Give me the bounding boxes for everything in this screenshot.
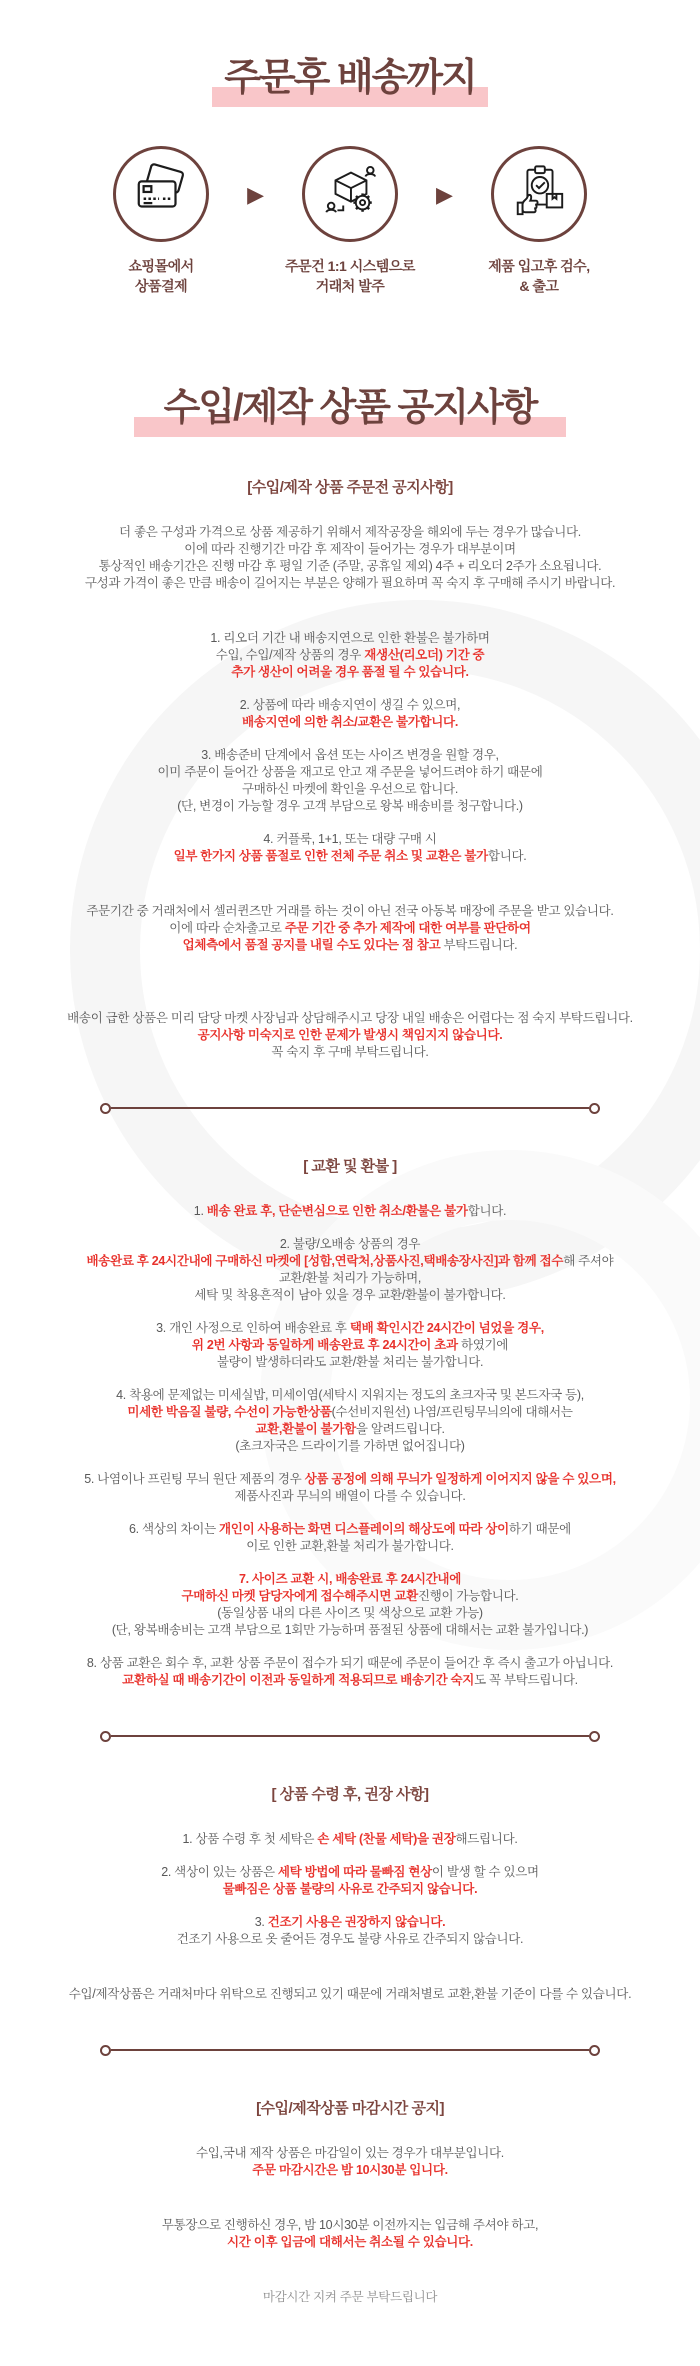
- notice-text-run: 손 세탁 (찬물 세탁)을 권장: [317, 1832, 456, 1847]
- notice-text-run: 개인이 사용하는 화면 디스플레이의 해상도에 따라 상이: [219, 1522, 509, 1537]
- notice-text-run: 6. 색상의 차이는: [129, 1522, 220, 1537]
- notice-line: [0, 1488, 700, 1505]
- notice-line: [0, 2234, 700, 2251]
- notice-block: [0, 1471, 700, 1505]
- notice-text-run: 하였기에: [460, 1338, 509, 1353]
- notice-line: [0, 1404, 700, 1421]
- order-system-icon: [321, 162, 379, 225]
- notice-text-run: (동일상품 내의 다른 사이즈 및 색상으로 교환 가능): [217, 1606, 483, 1621]
- notice-text-run: 시간 이후 입금에 대해서는 취소될 수 있습니다.: [227, 2235, 473, 2250]
- section-pre-order-notice: [0, 476, 700, 1061]
- notice-text-run: 무통장으로 진행하신 경우, 밤 10시30분 이전까지는 입금해 주셔야 하고,: [161, 2218, 539, 2233]
- notice-line: [0, 1236, 700, 1253]
- notice-text-run: 7. 사이즈 교환 시, 배송완료 후 24시간내에: [239, 1572, 461, 1587]
- notice-text-run: 하기 때문에: [508, 1522, 571, 1537]
- notice-line: [0, 1831, 700, 1848]
- notice-line: [0, 1270, 700, 1287]
- order-process-steps: [0, 146, 700, 297]
- inspection-shipping-icon: [510, 162, 568, 225]
- notice-line: [0, 903, 700, 920]
- step-label: 쇼핑몰에서 상품결제: [128, 257, 194, 295]
- step-label: 제품 입고후 검수, & 출고: [488, 257, 590, 295]
- notice-line: [0, 714, 700, 731]
- notice-block: [0, 1571, 700, 1639]
- notice-block: [0, 1387, 700, 1455]
- section-heading: [수입/제작상품 마감시간 공지]: [256, 2100, 444, 2118]
- notice-block: [0, 697, 700, 731]
- section-exchange-refund: [0, 1155, 700, 1689]
- section-divider: [111, 1107, 589, 1109]
- notice-text-run: 더 좋은 구성과 가격으로 상품 제공하기 위해서 제작공장을 해외에 두는 경우가 많습니다.: [119, 525, 581, 540]
- notice-line: [0, 558, 700, 575]
- section-divider: [111, 2049, 589, 2051]
- notice-text-run: 3. 배송준비 단계에서 옵션 또는 사이즈 변경을 원할 경우,: [201, 748, 499, 763]
- notice-line: [0, 1538, 700, 1555]
- arrow-right-icon: ▶: [247, 181, 264, 207]
- section-deadline-notice: [0, 2097, 700, 2306]
- notice-block: [0, 1986, 700, 2003]
- notice-block: [0, 1320, 700, 1371]
- notice-text-run: 3. 개인 사정으로 인하여 배송완료 후: [156, 1321, 350, 1336]
- notice-line: [0, 1421, 700, 1438]
- notice-line: [0, 2145, 700, 2162]
- notice-text-run: 배송이 급한 상품은 미리 담당 마켓 사장님과 상담해주시고 당장 내일 배송은 어렵다는 점 숙지 부탁드립니다.: [67, 1011, 633, 1026]
- notice-text-run: 2. 불량/오배송 상품의 경우: [279, 1237, 421, 1252]
- notice-line: [0, 1320, 700, 1337]
- notice-text-run: 해 주셔야: [563, 1254, 614, 1269]
- notice-text-run: 배송완료 후 24시간내에 구매하신 마켓에 [성함,연락처,상품사진,택배송장사진]과 함께 접수: [86, 1254, 564, 1269]
- notice-line: [0, 1931, 700, 1948]
- section-after-receipt: [0, 1783, 700, 2003]
- notice-text-run: 2. 상품에 따라 배송지연이 생길 수 있으며,: [239, 698, 461, 713]
- notice-line: [0, 1622, 700, 1639]
- notice-text-run: 도 꼭 부탁드립니다.: [474, 1673, 578, 1688]
- notice-text-run: 꼭 숙지 후 구매 부탁드립니다.: [271, 1045, 429, 1060]
- notice-text-run: 교환하실 때 배송기간이 이전과 동일하게 적용되므로 배송기간 숙지: [122, 1673, 475, 1688]
- notice-line: [0, 920, 700, 937]
- notice-line: [0, 1521, 700, 1538]
- notice-text-run: 미세한 박음질 불량, 수선이 가능한상품: [127, 1405, 332, 1420]
- notice-text-run: 공지사항 미숙지로 인한 문제가 발생시 책임지지 않습니다.: [197, 1028, 503, 1043]
- notice-line: [0, 2289, 700, 2306]
- step-circle: [491, 146, 587, 242]
- notice-text-run: 합니다.: [467, 1204, 507, 1219]
- notice-text-run: 합니다.: [487, 849, 527, 864]
- notice-text-run: 3.: [254, 1915, 268, 1930]
- notice-line: [0, 1672, 700, 1689]
- notice-text-run: 업체측에서 품절 공지를 내릴 수도 있다는 점 참고: [182, 938, 441, 953]
- notice-text-run: 세탁 및 착용흔적이 남아 있을 경우 교환/환불이 불가합니다.: [194, 1288, 506, 1303]
- notice-sections: [0, 476, 700, 2306]
- notice-text-run: 세탁 방법에 따라 물빠짐 현상: [277, 1865, 432, 1880]
- notice-text-run: 해드립니다.: [455, 1832, 518, 1847]
- notice-line: [0, 1864, 700, 1881]
- section-heading: [ 상품 수령 후, 권장 사항]: [271, 1786, 429, 1804]
- notice-text-run: 주문기간 중 거래처에서 셀러퀸즈만 거래를 하는 것이 아닌 전국 아동복 매장에 주문을 받고 있습니다.: [86, 904, 614, 919]
- notice-text-run: 부탁드립니다.: [440, 938, 518, 953]
- notice-text-run: 수입, 수입/제작 상품의 경우: [215, 648, 365, 663]
- notice-text-run: 일부 한가지 상품 품절로 인한 전체 주문 취소 및 교환은 불가: [173, 849, 488, 864]
- notice-line: [0, 664, 700, 681]
- notice-block: [0, 1831, 700, 1848]
- notice-text-run: 1.: [193, 1204, 207, 1219]
- notice-block: [0, 1864, 700, 1898]
- notice-block: [0, 2289, 700, 2306]
- notice-block: [0, 903, 700, 954]
- notice-text-run: (수선비지원선) 나염/프린팅무늬의에 대해서는: [331, 1405, 573, 1420]
- notice-line: [0, 781, 700, 798]
- notice-text-run: 2. 색상이 있는 상품은: [161, 1865, 278, 1880]
- notice-line: [0, 2162, 700, 2179]
- notice-line: [0, 798, 700, 815]
- notice-line: [0, 647, 700, 664]
- notice-text-run: 주문 마감시간은 밤 10시30분 입니다.: [252, 2163, 448, 2178]
- notice-line: [0, 747, 700, 764]
- arrow-right-icon: ▶: [436, 181, 453, 207]
- notice-text-run: 1. 상품 수령 후 첫 세탁은: [182, 1832, 318, 1847]
- notice-line: [0, 848, 700, 865]
- notice-line: [0, 1010, 700, 1027]
- notice-text-run: 주문 기간 중 추가 제작에 대한 여부를 판단하여: [284, 921, 531, 936]
- notice-text-run: 1. 리오더 기간 내 배송지연으로 인한 환불은 불가하며: [210, 631, 490, 646]
- notice-line: [0, 1027, 700, 1044]
- section-heading: [ 교환 및 환불 ]: [303, 1158, 397, 1176]
- notice-text-run: 재생산(리오더) 기간 중: [364, 648, 485, 663]
- step-order-system: [266, 146, 434, 297]
- notice-text-run: 마감시간 지켜 주문 부탁드립니다: [262, 2290, 438, 2305]
- notice-line: [0, 831, 700, 848]
- notice-block: [0, 1203, 700, 1220]
- notice-line: [0, 2217, 700, 2234]
- notice-text-run: 제품사진과 무늬의 배열이 다를 수 있습니다.: [234, 1489, 466, 1504]
- notice-line: [0, 630, 700, 647]
- notice-text-run: 물빠짐은 상품 불량의 사유로 간주되지 않습니다.: [222, 1882, 478, 1897]
- notice-line: [0, 1881, 700, 1898]
- notice-text-run: 교환,환불이 불가함: [255, 1422, 356, 1437]
- notice-text-run: 을 알려드립니다.: [355, 1422, 445, 1437]
- notice-block: [0, 1655, 700, 1689]
- notice-line: [0, 1471, 700, 1488]
- notice-text-run: 택배 확인시간 24시간이 넘었을 경우,: [349, 1321, 544, 1336]
- notice-text-run: 불량이 발생하더라도 교환/환불 처리는 불가합니다.: [216, 1355, 484, 1370]
- notice-block: [0, 2145, 700, 2179]
- notice-title: [0, 388, 700, 430]
- notice-line: [0, 1203, 700, 1220]
- notice-line: [0, 1914, 700, 1931]
- notice-text-run: 추가 생산이 어려울 경우 품절 될 수 있습니다.: [231, 665, 469, 680]
- notice-text-run: 이에 따라 순차출고로: [169, 921, 285, 936]
- notice-line: [0, 1655, 700, 1672]
- notice-text-run: (단, 변경이 가능할 경우 고객 부담으로 왕복 배송비를 청구합니다.): [177, 799, 523, 814]
- notice-text-run: (단, 왕복배송비는 고객 부담으로 1회만 가능하며 품절된 상품에 대해서는 교환 불가입니다.): [111, 1623, 589, 1638]
- notice-block: [0, 2217, 700, 2251]
- notice-block: [0, 1010, 700, 1061]
- notice-text-run: 배송 완료 후, 단순변심으로 인한 취소/환불은 불가: [206, 1204, 468, 1219]
- notice-text-run: 4. 착용에 문제없는 미세실밥, 미세이염(세탁시 지워지는 정도의 초크자국 및 본드자국 등),: [116, 1388, 584, 1403]
- notice-line: [0, 541, 700, 558]
- notice-line: [0, 1337, 700, 1354]
- notice-block: [0, 1914, 700, 1948]
- step-inspection: [455, 146, 623, 297]
- notice-block: [0, 831, 700, 865]
- notice-line: [0, 1287, 700, 1304]
- notice-text-run: 이 발생 할 수 있으며: [431, 1865, 539, 1880]
- notice-line: [0, 697, 700, 714]
- notice-line: [0, 575, 700, 592]
- notice-line: [0, 1387, 700, 1404]
- notice-text-run: 배송지연에 의한 취소/교환은 불가합니다.: [241, 715, 459, 730]
- notice-block: [0, 1521, 700, 1555]
- notice-line: [0, 1354, 700, 1371]
- step-payment: [77, 146, 245, 297]
- notice-text-run: 구성과 가격이 좋은 만큼 배송이 길어지는 부분은 양해가 필요하며 꼭 숙지 후 구매해 주시기 바랍니다.: [84, 576, 616, 591]
- notice-line: [0, 1571, 700, 1588]
- notice-text-run: 구매하신 마켓에 확인을 우선으로 합니다.: [241, 782, 459, 797]
- notice-line: [0, 1253, 700, 1270]
- step-circle: [113, 146, 209, 242]
- notice-block: [0, 747, 700, 815]
- notice-text-run: 진행이 가능합니다.: [417, 1589, 519, 1604]
- credit-card-icon: [132, 162, 190, 225]
- notice-text-run: 교환/환불 처리가 가능하며,: [278, 1271, 422, 1286]
- notice-line: [0, 764, 700, 781]
- notice-title-text: 수입/제작 상품 공지사항: [163, 387, 537, 430]
- notice-text-run: 건조기 사용으로 옷 줄어든 경우도 불량 사유로 간주되지 않습니다.: [176, 1932, 524, 1947]
- notice-text-run: (초크자국은 드라이기를 가하면 없어집니다): [235, 1439, 465, 1454]
- notice-text-run: 수입/제작상품은 거래처마다 위탁으로 진행되고 있기 때문에 거래처별로 교환,환불 기준이 다를 수 있습니다.: [68, 1987, 632, 2002]
- notice-line: [0, 1044, 700, 1061]
- notice-block: [0, 524, 700, 592]
- step-circle: [302, 146, 398, 242]
- step-label: 주문건 1:1 시스템으로 거래처 발주: [285, 257, 415, 295]
- notice-line: [0, 524, 700, 541]
- notice-text-run: 5. 나염이나 프린팅 무늬 원단 제품의 경우: [84, 1472, 305, 1487]
- notice-text-run: 수입,국내 제작 상품은 마감일이 있는 경우가 대부분입니다.: [196, 2146, 504, 2161]
- notice-line: [0, 1588, 700, 1605]
- page-title-text: 주문후 배송까지: [224, 57, 476, 99]
- notice-text-run: 이에 따라 진행기간 마감 후 제작이 들어가는 경우가 대부분이며: [184, 542, 516, 557]
- notice-text-run: 이미 주문이 들어간 상품을 재고로 안고 재 주문을 넣어드려야 하기 때문에: [157, 765, 543, 780]
- section-heading: [수입/제작 상품 주문전 공지사항]: [247, 479, 453, 497]
- notice-text-run: 4. 커플룩, 1+1, 또는 대량 구매 시: [263, 832, 437, 847]
- notice-block: [0, 630, 700, 681]
- notice-text-run: 상품 공정에 의해 무늬가 일정하게 이어지지 않을 수 있으며,: [304, 1472, 616, 1487]
- notice-line: [0, 937, 700, 954]
- page-title: [0, 58, 700, 100]
- section-divider: [111, 1735, 589, 1737]
- notice-text-run: 위 2번 사항과 동일하게 배송완료 후 24시간이 초과: [191, 1338, 461, 1353]
- notice-text-run: 통상적인 배송기간은 진행 마감 후 평일 기준 (주말, 공휴일 제외) 4주 + 리오더 2주가 소요됩니다.: [98, 559, 602, 574]
- notice-line: [0, 1986, 700, 2003]
- notice-line: [0, 1605, 700, 1622]
- notice-text-run: 건조기 사용은 권장하지 않습니다.: [267, 1915, 446, 1930]
- notice-block: [0, 1236, 700, 1304]
- notice-text-run: 이로 인한 교환,환불 처리가 불가합니다.: [246, 1539, 454, 1554]
- notice-text-run: 8. 상품 교환은 회수 후, 교환 상품 주문이 접수가 되기 때문에 주문이 들어간 후 즉시 출고가 아닙니다.: [86, 1656, 614, 1671]
- notice-line: [0, 1438, 700, 1455]
- notice-text-run: 구매하신 마켓 담당자에게 접수해주시면 교환: [181, 1589, 418, 1604]
